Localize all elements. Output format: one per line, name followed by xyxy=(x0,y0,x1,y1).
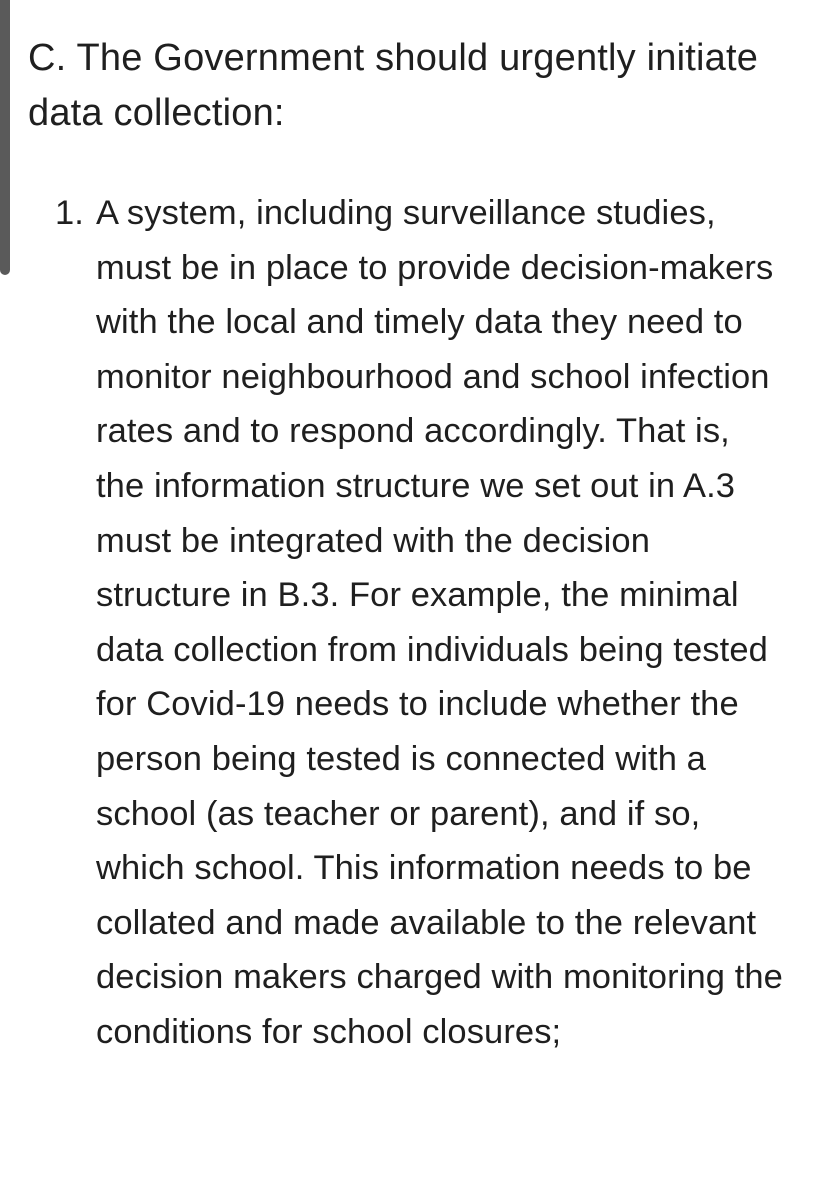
list-item xyxy=(0,186,816,1060)
list-item-number: 1. xyxy=(55,194,84,232)
section-heading: C. The Government should urgently initiate data collection: xyxy=(28,37,759,134)
recommendation-list xyxy=(0,186,816,1060)
list-item-text: A system, including surveillance studies, must be in place to provide decision-makers with the local and timely data they need to monitor neighbourhood and school infection rates and to respond accordingly. That is, the information structure we set out in A.3 must be integrated with the decision structure in B.3. For example, the minimal data collection from individuals being tested for Covid-19 needs to include whether the person being tested is connected with a school (as teacher or parent), and if so, which school. This information needs to be collated and made available to the relevant decision makers charged with monitoring the conditions for school closures; xyxy=(96,194,783,1051)
